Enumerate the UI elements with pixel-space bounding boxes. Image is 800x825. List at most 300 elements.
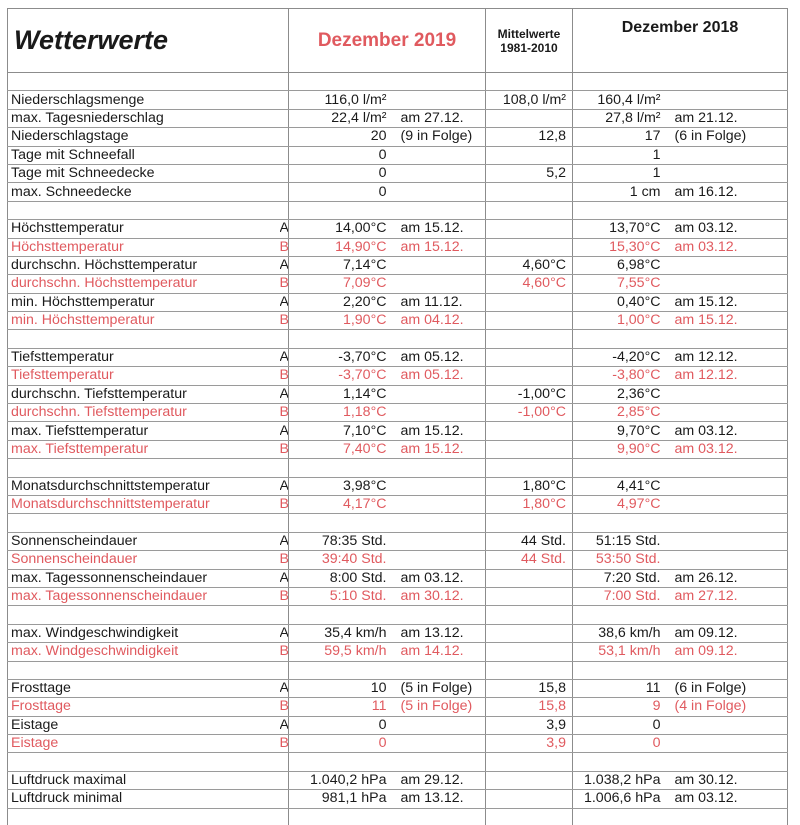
mean-value: [486, 569, 573, 587]
value-2018: 53:50 Std.: [573, 551, 667, 569]
mean-value: [486, 771, 573, 789]
mean-value: [486, 440, 573, 458]
date-2018: [667, 551, 788, 569]
date-2018: am 03.12.: [667, 220, 788, 238]
date-2019: am 15.12.: [393, 238, 486, 256]
value-2019: 5:10 Std.: [289, 587, 393, 605]
value-2019: 20: [289, 128, 393, 146]
mean-value: 5,2: [486, 164, 573, 182]
date-2019: [393, 91, 486, 109]
value-2018: 53,1 km/h: [573, 643, 667, 661]
station-marker: B: [279, 588, 289, 605]
table-row: [8, 293, 788, 311]
value-2018: 7,55°C: [573, 275, 667, 293]
empty-cell: [573, 201, 788, 219]
empty-cell: [486, 201, 573, 219]
date-2018: [667, 716, 788, 734]
spacer-row: [8, 73, 788, 91]
station-marker: [280, 164, 289, 182]
table-row: [8, 128, 788, 146]
date-2019: [393, 183, 486, 201]
date-2018: am 15.12.: [667, 312, 788, 330]
mean-value: 44 Std.: [486, 532, 573, 550]
empty-cell: [8, 753, 289, 771]
date-2018: [667, 275, 788, 293]
mean-value: 4,60°C: [486, 256, 573, 274]
row-label: durchschn. Tiefsttemperatur: [8, 385, 280, 403]
mean-value: 15,8: [486, 698, 573, 716]
mean-value: [486, 790, 573, 808]
value-2019: 1.040,2 hPa: [289, 771, 393, 789]
table-row: [8, 790, 788, 808]
empty-cell: [289, 661, 486, 679]
date-2019: am 14.12.: [393, 643, 486, 661]
table-row: [8, 256, 788, 274]
date-2018: am 09.12.: [667, 643, 788, 661]
row-label: Niederschlagstage: [8, 128, 280, 146]
row-label: Sonnenscheindauer: [8, 551, 280, 569]
date-2019: [393, 532, 486, 550]
date-2018: [667, 256, 788, 274]
date-2019: am 04.12.: [393, 312, 486, 330]
table-row: [8, 146, 788, 164]
empty-cell: [8, 201, 289, 219]
empty-cell: [289, 201, 486, 219]
date-2019: am 13.12.: [393, 790, 486, 808]
table-row: [8, 312, 788, 330]
row-label: max. Tiefsttemperatur: [8, 422, 280, 440]
table-row: [8, 183, 788, 201]
date-2018: (6 in Folge): [667, 679, 788, 697]
station-marker: B: [279, 312, 289, 329]
value-2019: 14,90°C: [289, 238, 393, 256]
table-row: [8, 238, 788, 256]
value-2019: 22,4 l/m²: [289, 109, 393, 127]
date-2019: [393, 256, 486, 274]
date-2019: [393, 164, 486, 182]
station-marker: [280, 128, 289, 146]
value-2018: 0: [573, 716, 667, 734]
date-2019: am 15.12.: [393, 220, 486, 238]
value-2019: 116,0 l/m²: [289, 91, 393, 109]
value-2019: 7,09°C: [289, 275, 393, 293]
empty-cell: [8, 73, 289, 91]
station-marker: A: [279, 257, 289, 274]
table-row: [8, 735, 788, 753]
table-row: [8, 643, 788, 661]
date-2019: am 11.12.: [393, 293, 486, 311]
station-marker: A: [279, 624, 289, 641]
date-2019: am 15.12.: [393, 440, 486, 458]
date-2018: am 16.12.: [667, 183, 788, 201]
date-2018: [667, 532, 788, 550]
empty-cell: [8, 459, 289, 477]
mean-value: [486, 183, 573, 201]
value-2019: 4,17°C: [289, 495, 393, 513]
mean-value: [486, 348, 573, 366]
empty-cell: [486, 330, 573, 348]
mean-header-line2: 1981-2010: [500, 40, 558, 55]
row-label: Tiefsttemperatur: [8, 348, 280, 366]
value-2018: -3,80°C: [573, 367, 667, 385]
table-row: [8, 109, 788, 127]
date-2019: am 15.12.: [393, 422, 486, 440]
table-row: [8, 275, 788, 293]
row-label: Luftdruck minimal: [8, 790, 280, 808]
station-marker: A: [279, 680, 289, 697]
empty-cell: [573, 606, 788, 624]
mean-value: 44 Std.: [486, 551, 573, 569]
station-marker: B: [279, 643, 289, 660]
value-2018: 9,70°C: [573, 422, 667, 440]
date-2018: am 12.12.: [667, 367, 788, 385]
empty-cell: [8, 330, 289, 348]
row-label: Eistage: [8, 716, 280, 734]
value-2019: 1,90°C: [289, 312, 393, 330]
empty-cell: [573, 73, 788, 91]
date-2019: am 05.12.: [393, 367, 486, 385]
date-2018: am 30.12.: [667, 771, 788, 789]
empty-cell: [573, 514, 788, 532]
value-2019: 1,14°C: [289, 385, 393, 403]
station-marker: [280, 91, 289, 109]
date-2018: am 27.12.: [667, 587, 788, 605]
mean-value: 15,8: [486, 679, 573, 697]
mean-value: 1,80°C: [486, 495, 573, 513]
mean-value: [486, 643, 573, 661]
value-2018: 27,8 l/m²: [573, 109, 667, 127]
date-2019: [393, 716, 486, 734]
value-2018: 51:15 Std.: [573, 532, 667, 550]
mean-value: [486, 146, 573, 164]
value-2019: 7,10°C: [289, 422, 393, 440]
spacer-row: [8, 330, 788, 348]
row-label: Frosttage: [8, 679, 280, 697]
table-row: [8, 771, 788, 789]
value-2018: 6,98°C: [573, 256, 667, 274]
value-2018: 160,4 l/m²: [573, 91, 667, 109]
spacer-row: [8, 514, 788, 532]
value-2019: 7,14°C: [289, 256, 393, 274]
weather-values-sheet: [7, 8, 787, 825]
value-2018: 4,41°C: [573, 477, 667, 495]
date-2018: (4 in Folge): [667, 698, 788, 716]
date-2019: [393, 735, 486, 753]
empty-cell: [486, 753, 573, 771]
value-2019: 2,20°C: [289, 293, 393, 311]
row-label: Monatsdurchschnittstemperatur: [8, 495, 280, 513]
value-2019: 78:35 Std.: [289, 532, 393, 550]
value-2018: 9: [573, 698, 667, 716]
value-2019: 39:40 Std.: [289, 551, 393, 569]
date-2018: am 03.12.: [667, 422, 788, 440]
date-2018: [667, 404, 788, 422]
row-label: durchschn. Höchsttemperatur: [8, 256, 280, 274]
column-header-mean-values: [486, 9, 573, 73]
row-label: max. Tagessonnenscheindauer: [8, 587, 280, 605]
table-row: [8, 367, 788, 385]
date-2019: am 29.12.: [393, 771, 486, 789]
row-label: Tage mit Schneedecke: [8, 164, 280, 182]
empty-cell: [573, 661, 788, 679]
row-label: max. Schneedecke: [8, 183, 280, 201]
value-2018: 17: [573, 128, 667, 146]
station-marker: A: [279, 477, 289, 494]
table-row: [8, 220, 788, 238]
station-marker: [280, 790, 289, 808]
station-marker: A: [279, 293, 289, 310]
spacer-row: [8, 606, 788, 624]
row-label: durchschn. Höchsttemperatur: [8, 275, 280, 293]
value-2019: 8:00 Std.: [289, 569, 393, 587]
empty-cell: [486, 606, 573, 624]
empty-cell: [289, 514, 486, 532]
station-marker: A: [279, 220, 289, 237]
row-label: Luftdruck maximal: [8, 771, 280, 789]
row-label: min. Höchsttemperatur: [8, 293, 280, 311]
date-2019: (9 in Folge): [393, 128, 486, 146]
mean-value: 3,9: [486, 716, 573, 734]
table-header: [8, 9, 788, 73]
station-marker: B: [279, 275, 289, 292]
station-marker: A: [279, 385, 289, 402]
row-label: max. Tagessonnenscheindauer: [8, 569, 280, 587]
table-row: [8, 348, 788, 366]
date-2018: am 12.12.: [667, 348, 788, 366]
value-2019: 0: [289, 164, 393, 182]
value-2018: 13,70°C: [573, 220, 667, 238]
empty-cell: [289, 808, 486, 825]
mean-value: 3,9: [486, 735, 573, 753]
date-2018: [667, 164, 788, 182]
mean-value: [486, 422, 573, 440]
row-label: max. Windgeschwindigkeit: [8, 643, 280, 661]
date-2019: [393, 146, 486, 164]
empty-cell: [486, 73, 573, 91]
value-2018: 7:00 Std.: [573, 587, 667, 605]
value-2019: 11: [289, 698, 393, 716]
station-marker: A: [279, 349, 289, 366]
table-row: [8, 495, 788, 513]
empty-cell: [289, 330, 486, 348]
value-2018: 1: [573, 164, 667, 182]
table-row: [8, 569, 788, 587]
date-2019: (5 in Folge): [393, 698, 486, 716]
date-2019: [393, 551, 486, 569]
station-marker: B: [279, 496, 289, 513]
date-2018: [667, 91, 788, 109]
mean-value: [486, 312, 573, 330]
row-label: durchschn. Tiefsttemperatur: [8, 404, 280, 422]
mean-value: 108,0 l/m²: [486, 91, 573, 109]
date-2019: am 30.12.: [393, 587, 486, 605]
station-marker: B: [279, 404, 289, 421]
station-marker: A: [279, 569, 289, 586]
row-label: Niederschlagsmenge: [8, 91, 280, 109]
value-2018: 9,90°C: [573, 440, 667, 458]
value-2019: 7,40°C: [289, 440, 393, 458]
value-2019: 14,00°C: [289, 220, 393, 238]
station-marker: B: [279, 698, 289, 715]
mean-value: 12,8: [486, 128, 573, 146]
table-row: [8, 164, 788, 182]
value-2019: -3,70°C: [289, 348, 393, 366]
spacer-row: [8, 808, 788, 825]
row-label: min. Höchsttemperatur: [8, 312, 280, 330]
station-marker: A: [279, 422, 289, 439]
value-2019: 981,1 hPa: [289, 790, 393, 808]
row-label: Tage mit Schneefall: [8, 146, 280, 164]
station-marker: [280, 146, 289, 164]
station-marker: [280, 109, 289, 127]
value-2018: 1,00°C: [573, 312, 667, 330]
mean-value: [486, 624, 573, 642]
table-row: [8, 91, 788, 109]
row-label: Höchsttemperatur: [8, 238, 280, 256]
row-label: max. Tiefsttemperatur: [8, 440, 280, 458]
mean-header-line1: Mittelwerte: [497, 26, 561, 41]
date-2018: am 21.12.: [667, 109, 788, 127]
station-marker: [280, 183, 289, 201]
date-2019: [393, 275, 486, 293]
value-2018: 1.006,6 hPa: [573, 790, 667, 808]
date-2019: (5 in Folge): [393, 679, 486, 697]
date-2018: am 03.12.: [667, 238, 788, 256]
station-marker: B: [279, 441, 289, 457]
mean-value: 4,60°C: [486, 275, 573, 293]
table-row: [8, 679, 788, 697]
weather-table: [7, 8, 788, 825]
value-2018: 7:20 Std.: [573, 569, 667, 587]
value-2019: 0: [289, 183, 393, 201]
date-2018: am 09.12.: [667, 624, 788, 642]
value-2019: 3,98°C: [289, 477, 393, 495]
value-2019: 1,18°C: [289, 404, 393, 422]
empty-cell: [486, 661, 573, 679]
value-2018: 4,97°C: [573, 495, 667, 513]
row-label: max. Windgeschwindigkeit: [8, 624, 280, 642]
date-2019: [393, 495, 486, 513]
empty-cell: [573, 753, 788, 771]
value-2019: 59,5 km/h: [289, 643, 393, 661]
mean-value: [486, 367, 573, 385]
row-label: Höchsttemperatur: [8, 220, 280, 238]
value-2018: 1: [573, 146, 667, 164]
value-2019: 35,4 km/h: [289, 624, 393, 642]
spacer-row: [8, 459, 788, 477]
table-row: [8, 624, 788, 642]
mean-value: [486, 238, 573, 256]
value-2019: -3,70°C: [289, 367, 393, 385]
empty-cell: [289, 606, 486, 624]
value-2018: 0: [573, 735, 667, 753]
mean-value: [486, 587, 573, 605]
table-row: [8, 716, 788, 734]
date-2019: am 05.12.: [393, 348, 486, 366]
value-2019: 0: [289, 735, 393, 753]
date-2018: [667, 495, 788, 513]
column-header-december-2019: Dezember 2019: [289, 9, 486, 73]
empty-cell: [8, 514, 289, 532]
empty-cell: [573, 808, 788, 825]
station-marker: B: [279, 551, 289, 568]
mean-value: -1,00°C: [486, 404, 573, 422]
table-row: [8, 551, 788, 569]
empty-cell: [573, 330, 788, 348]
mean-value: 1,80°C: [486, 477, 573, 495]
value-2018: 1.038,2 hPa: [573, 771, 667, 789]
value-2018: 15,30°C: [573, 238, 667, 256]
value-2018: -4,20°C: [573, 348, 667, 366]
date-2018: am 15.12.: [667, 293, 788, 311]
row-label: Sonnenscheindauer: [8, 532, 280, 550]
date-2018: (6 in Folge): [667, 128, 788, 146]
table-row: [8, 477, 788, 495]
value-2019: 0: [289, 716, 393, 734]
column-header-december-2018: Dezember 2018: [573, 9, 788, 73]
table-row: [8, 440, 788, 458]
station-marker: B: [279, 367, 289, 384]
value-2018: 2,85°C: [573, 404, 667, 422]
station-marker: A: [279, 532, 289, 549]
mean-value: -1,00°C: [486, 385, 573, 403]
value-2018: 2,36°C: [573, 385, 667, 403]
row-label: Tiefsttemperatur: [8, 367, 280, 385]
row-label: Frosttage: [8, 698, 280, 716]
station-marker: [280, 771, 289, 789]
table-row: [8, 422, 788, 440]
date-2018: [667, 146, 788, 164]
value-2019: 10: [289, 679, 393, 697]
empty-cell: [486, 808, 573, 825]
date-2018: [667, 735, 788, 753]
empty-cell: [289, 73, 486, 91]
date-2019: [393, 404, 486, 422]
row-label: Monatsdurchschnittstemperatur: [8, 477, 280, 495]
value-2018: 38,6 km/h: [573, 624, 667, 642]
date-2019: am 27.12.: [393, 109, 486, 127]
mean-value: [486, 220, 573, 238]
empty-cell: [8, 808, 289, 825]
date-2018: am 03.12.: [667, 440, 788, 458]
value-2018: 0,40°C: [573, 293, 667, 311]
station-marker: A: [279, 716, 289, 733]
empty-cell: [573, 459, 788, 477]
station-marker: B: [279, 238, 289, 255]
mean-value: [486, 109, 573, 127]
empty-cell: [289, 753, 486, 771]
value-2018: 11: [573, 679, 667, 697]
table-row: [8, 587, 788, 605]
spacer-row: [8, 661, 788, 679]
row-label: Eistage: [8, 735, 280, 753]
date-2018: am 26.12.: [667, 569, 788, 587]
spacer-row: [8, 753, 788, 771]
date-2019: [393, 477, 486, 495]
empty-cell: [8, 661, 289, 679]
date-2019: am 03.12.: [393, 569, 486, 587]
table-row: [8, 698, 788, 716]
date-2019: am 13.12.: [393, 624, 486, 642]
page-title: Wetterwerte: [8, 9, 289, 73]
empty-cell: [8, 606, 289, 624]
date-2019: [393, 385, 486, 403]
station-marker: B: [279, 735, 289, 752]
spacer-row: [8, 201, 788, 219]
empty-cell: [486, 459, 573, 477]
date-2018: am 03.12.: [667, 790, 788, 808]
date-2018: [667, 477, 788, 495]
